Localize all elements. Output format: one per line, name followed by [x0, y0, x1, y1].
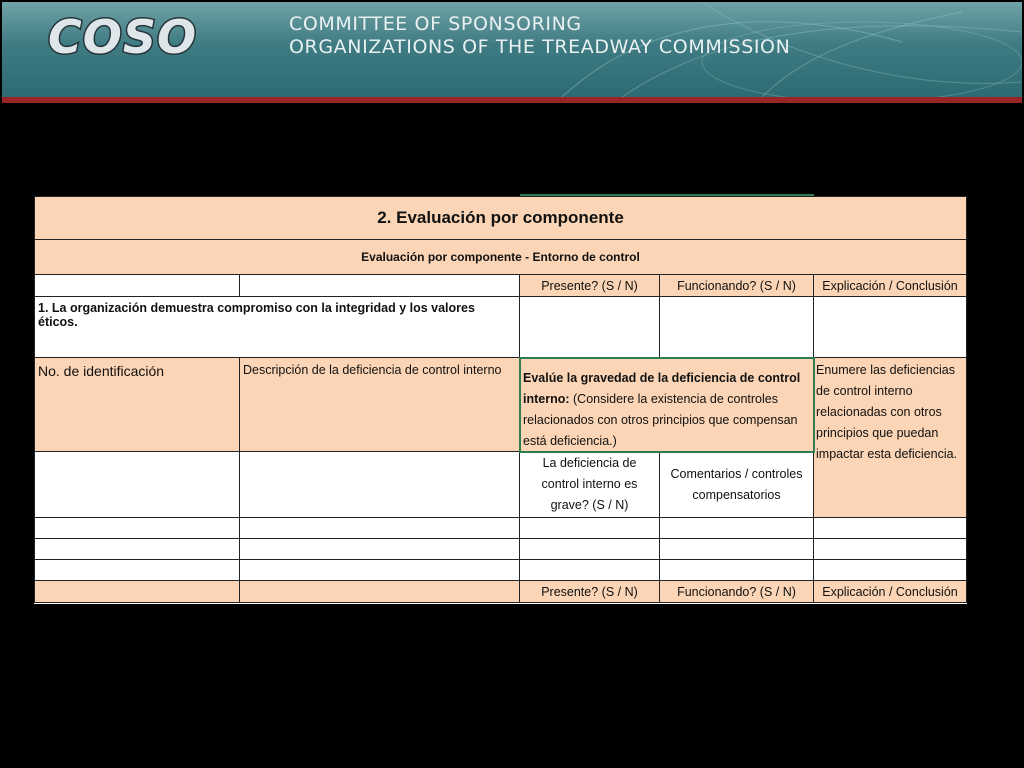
header-blank-2: [240, 275, 520, 297]
banner-stripe: [2, 97, 1022, 103]
footer-functioning: Funcionando? (S / N): [660, 581, 814, 603]
table-row-2-severe[interactable]: [520, 539, 660, 560]
description-header: Descripción de la deficiencia de control interno: [240, 358, 520, 452]
footer-explanation: Explicación / Conclusión: [814, 581, 967, 603]
sheet-subtitle: Evaluación por componente - Entorno de control: [34, 240, 967, 275]
table-row-3-description[interactable]: [240, 560, 520, 581]
table-row-2-id[interactable]: [34, 539, 240, 560]
table-row-1-related[interactable]: [814, 518, 967, 539]
sheet-title: 2. Evaluación por componente: [34, 196, 967, 240]
principle-1-present-cell[interactable]: [520, 297, 660, 358]
table-row-2-description[interactable]: [240, 539, 520, 560]
table-row-2-related[interactable]: [814, 539, 967, 560]
organization-name: [289, 13, 790, 59]
severity-bold-text: Evalúe la gravedad de la deficiencia de control interno:: [523, 371, 801, 406]
column-selection-marker: [520, 194, 814, 196]
table-row-1-id[interactable]: [34, 518, 240, 539]
principle-1-explanation-cell[interactable]: [814, 297, 967, 358]
severity-normal-text: (Considere la existencia de controles relacionados con otros principios que compensan está deficiencia.): [523, 392, 798, 448]
sub-blank-1: [34, 452, 240, 518]
sub-blank-2: [240, 452, 520, 518]
header-explanation: Explicación / Conclusión: [814, 275, 967, 297]
table-row-1-comments[interactable]: [660, 518, 814, 539]
cell-selection-outline: [519, 357, 815, 453]
header-blank-1: [34, 275, 240, 297]
header-present: Presente? (S / N): [520, 275, 660, 297]
table-row-3-related[interactable]: [814, 560, 967, 581]
footer-present: Presente? (S / N): [520, 581, 660, 603]
evaluation-sheet: [34, 196, 967, 604]
header-functioning: Funcionando? (S / N): [660, 275, 814, 297]
principle-1-text: 1. La organización demuestra compromiso con la integridad y los valores éticos.: [34, 297, 520, 358]
table-row-1-severe[interactable]: [520, 518, 660, 539]
table-row-3-id[interactable]: [34, 560, 240, 581]
coso-logo: [44, 12, 266, 60]
principle-1-functioning-cell[interactable]: [660, 297, 814, 358]
footer-blank-1: [34, 581, 240, 603]
table-row-3-comments[interactable]: [660, 560, 814, 581]
is-severe-header: La deficiencia de control interno es grave? (S / N): [520, 452, 660, 518]
svg-text:COSO: COSO: [48, 12, 198, 60]
org-line-2: ORGANIZATIONS OF THE TREADWAY COMMISSION: [289, 36, 791, 58]
enumerate-header: Enumere las deficiencias de control interno relacionadas con otros principios que puedan impactar esta deficiencia.: [814, 358, 967, 518]
table-row-3-severe[interactable]: [520, 560, 660, 581]
org-line-1: COMMITTEE OF SPONSORING: [289, 13, 582, 35]
table-row-1-description[interactable]: [240, 518, 520, 539]
id-header: No. de identificación: [34, 358, 240, 452]
footer-blank-2: [240, 581, 520, 603]
comments-header: Comentarios / controles compensatorios: [660, 452, 814, 518]
table-row-2-comments[interactable]: [660, 539, 814, 560]
coso-banner: [2, 2, 1022, 97]
